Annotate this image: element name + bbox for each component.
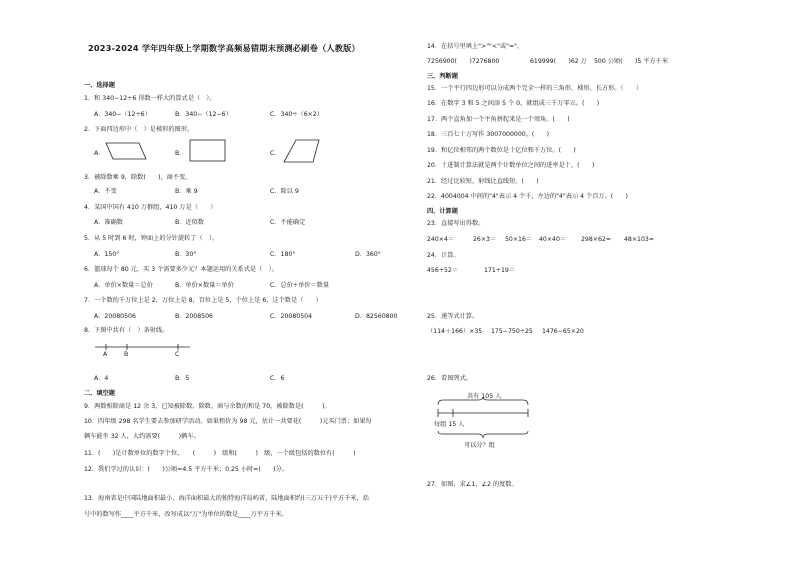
question-26: 26．看图列式。 <box>427 375 472 382</box>
q14-item-2: 619999( )62 万 <box>530 58 587 65</box>
q5-option-b: B．30° <box>175 251 197 258</box>
q6-option-a: A．单价×数量＝总价 <box>94 282 153 289</box>
q25-item-3: 1476−65×20 <box>542 328 584 335</box>
question-4: 4．某国中国有 410 万群组，410 万是（ ） <box>84 204 217 211</box>
question-15: 15．一个平行四边形可以分成两个完全一样的三角形、梯形、长方形。（ ） <box>427 85 643 92</box>
question-13-line-1: 13．海南省是中国陆地面积最小，海洋面积最大的独特海洋岛屿省，陆地面积约(三万五千)平方千米，括 <box>84 495 369 502</box>
question-21: 21．经过比较短，射线比直线短。( ) <box>427 178 539 185</box>
section-fill-heading: 二、填空题 <box>84 390 115 397</box>
section-choice-heading: 一、选择题 <box>84 82 115 89</box>
q24-item-2: 171÷19＝ <box>484 267 516 274</box>
q8-point-a: A <box>103 351 108 358</box>
q8-point-b: B <box>124 351 129 358</box>
question-10-line-1: 10．四年级 298 名学生要去参加研学活动。如果租价为 98 元，估计一共要花( )元买门票；如果每 <box>84 418 372 425</box>
q4-option-b: B．近似数 <box>175 219 204 226</box>
q14-item-3: 500 公顷( )5 平方千米 <box>594 58 669 65</box>
question-14: 14．在括号里填上">""<"或"="。 <box>427 43 524 50</box>
q3-option-b: B．乘 9 <box>175 188 198 195</box>
q2-option-c: C． <box>270 150 281 157</box>
question-10-line-2: 辆车能坐 32 人，大约需要( )辆车。 <box>84 433 200 440</box>
question-12: 12．我们学过的认识：( )公顷=4.5 平方千米；0.25 小时=( )分。 <box>84 466 288 473</box>
q7-option-d: D．82560800 <box>355 313 398 320</box>
q8-option-c: C．6 <box>270 375 285 382</box>
q8-option-a: A．4 <box>94 375 109 382</box>
question-18: 18．三百七十万写作 3007000000。( ) <box>427 131 550 138</box>
question-24: 24．计算。 <box>427 252 460 259</box>
q4-option-a: A．准确数 <box>94 219 123 226</box>
q26-total-label: 共有 105 人 <box>467 393 502 400</box>
q3-option-c: C．除以 9 <box>270 188 299 195</box>
section-calc-heading: 四、计算题 <box>427 208 458 215</box>
q14-item-1: 7256900( )7276800 <box>427 58 500 65</box>
q24-item-1: 456÷52＝ <box>427 267 459 274</box>
q1-option-c: C．340÷（6×2） <box>270 111 323 118</box>
question-27: 27．如图，求∠1、∠2 的度数。 <box>427 481 518 488</box>
question-16: 16．在数字 3 和 5 之间添 5 个 0，就组成三千万零五。( ) <box>427 100 600 107</box>
q25-item-2: 175−750÷25 <box>491 328 533 335</box>
q1-option-a: A．340−（12÷6） <box>94 111 151 118</box>
q23-item-1: 240×4＝ <box>427 236 455 243</box>
question-7: 7．一个数的千万位上是 2，万位上是 8，百位上是 5，个位上是 6，这个数是（ ） <box>84 297 322 304</box>
question-11: 11．( )是计数单位的数字个位、 ( ) 级和( ) 级，一个级包括的数位有( ) <box>84 450 356 457</box>
q6-option-b: B．单价×数量＝单价 <box>175 282 234 289</box>
q3-option-a: A．不变 <box>94 188 117 195</box>
q7-option-a: A．20080506 <box>94 313 136 320</box>
question-17: 17．两个直角加一个平角拼起来是一个周角。( ) <box>427 116 570 123</box>
q5-option-c: C．180° <box>270 251 296 258</box>
q7-option-c: C．20080504 <box>270 313 313 320</box>
question-22: 22．4004004 中间的"4"表示 4 个千，左边的"4"表示 4 个百万。( ) <box>427 193 628 200</box>
q1-option-b: B．340−（12−6） <box>175 111 232 118</box>
question-25: 25．递等式计算。 <box>427 313 479 320</box>
q8-point-c: C <box>175 351 180 358</box>
question-9: 9．两数相除商是 12 余 3，已知被除数、除数、商与余数的和是 70，被除数是( )。 <box>84 403 331 410</box>
question-6: 6．篮球每个 80 元，买 3 个需要多少元？本题运用的关系式是（ ）。 <box>84 266 278 273</box>
q7-option-b: B．2008506 <box>175 313 213 320</box>
question-19: 19．和亿位相邻的两个数位是十亿位和千万位。( ) <box>427 147 576 154</box>
q23-item-3: 50×16＝ <box>505 236 533 243</box>
q2-option-a: A． <box>94 150 105 157</box>
question-3: 3．被除数乘 9，除数( )，商不变。 <box>84 174 192 181</box>
question-13-line-2: 号中的数写作____平方千米，改写成以"万"为单位的数是____万平方千米。 <box>84 511 288 518</box>
question-1: 1．和 340−12÷6 得数一样大的算式是（ ）。 <box>84 95 216 102</box>
question-2: 2．下面四边形中（ ）是梯形的图形。 <box>84 126 194 133</box>
question-8: 8．下图中共有（ ）条射线。 <box>84 327 169 334</box>
question-5: 5．从 5 时到 6 时，钟面上的分针旋转了（ ）。 <box>84 235 219 242</box>
q26-question-label: 可以分？组 <box>464 442 495 449</box>
q8-option-b: B．5 <box>175 375 190 382</box>
q23-item-2: 26×3＝ <box>473 236 497 243</box>
q6-option-c: C．总价÷单价＝数量 <box>270 282 330 289</box>
q2-option-b: B． <box>175 150 186 157</box>
q4-option-c: C．不能确定 <box>270 219 306 226</box>
q26-per-group-label: 每组 15 人 <box>434 421 465 428</box>
question-20: 20．十进制计算法就是两个计数单位之间的进率是十。( ) <box>427 162 595 169</box>
q23-item-4: 40×40＝ <box>539 236 567 243</box>
q25-item-1: （114＋166）×35 <box>427 328 483 335</box>
q5-option-d: D．360° <box>355 251 381 258</box>
q23-item-6: 48×103≈ <box>624 236 655 243</box>
section-judge-heading: 三、判断题 <box>427 73 458 80</box>
q23-item-5: 298×62≈ <box>581 236 612 243</box>
page-title: 2023-2024 学年四年级上学期数学高频易错期末预测必刷卷（人教版） <box>88 43 360 53</box>
q5-option-a: A．150° <box>94 251 120 258</box>
question-23: 23．直接写出得数。 <box>427 220 485 227</box>
